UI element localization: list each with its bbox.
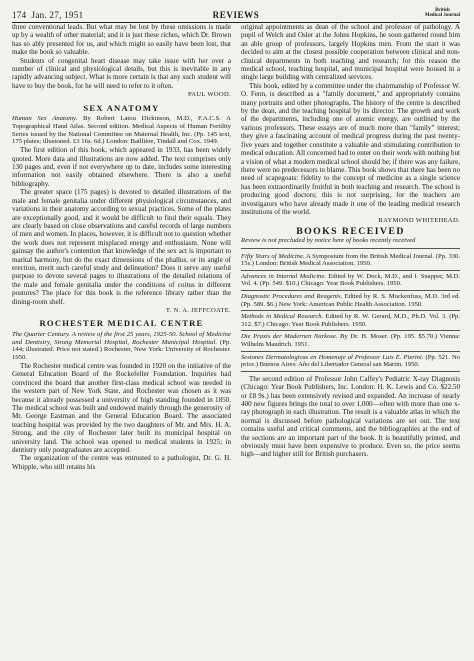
book-title: Advances in Internal Medicine. — [241, 272, 326, 280]
book-details: A Symposium from the British Medical Journal. (Pp. 330. 15s.) London: British Medical Association. 1950. — [241, 252, 460, 268]
book-entry — [241, 251, 460, 271]
book-citation — [12, 331, 231, 362]
page-number: 174 — [12, 10, 27, 20]
review-title: SEX ANATOMY — [83, 102, 160, 113]
book-entry — [241, 331, 460, 351]
book-title: Die Praxis der Modernen Narkose. — [241, 333, 338, 341]
books-received-heading: BOOKS RECEIVED — [296, 225, 405, 237]
paragraph: This book, edited by a committee under the chairmanship of Professor W. O. Fenn, is described as a "family document," and appropriately contains many portraits and other photographs. The history of the centre is described by the dean, and the teaching hospital by its director. The growth and work of the departments, including one of atomic energy, are outlined by the various professors. These essays are of much more than "family" interest; they give a fascinating account of medical progress during the past twenty-five years and together constitute a valuable and stimulating contribution to medical education. All concerned had to enter on their work with nothing but a vision of what a modern medical school should be; if there was any failure, there were no predecessors to blame. This book shows that there has been no need of scapegoats: fidelity to the concept of medicine as a single science has been extraordinarily fruitful in both teaching and research. The school is producing good doctors; this is not surprising, for the teachers are investigators who have already made it one of the leading medical research institutions of the world. — [241, 81, 460, 216]
book-entry — [241, 271, 460, 291]
section-heading: REVIEWS — [212, 10, 260, 20]
book-title: The Quarter Century. A review of the first 25 years, 1925-50. School of Medicine and Dentistry, Strong Memorial Hospital, Rochester Municipal Hospital. — [12, 330, 231, 346]
paragraph: The second edition of Professor John Caffey's Pediatric X-ray Diagnosis (Chicago: Year Book Publishers, Inc. London: H. K. Lewis and Co. $22.50 or £8 9s.) has been extensively revised and expanded. An increase of nearly 400 new figures brings the total to over 1,000—often with more than one x-ray photograph in each illustration. The result is a valuable atlas in which the normal is discussed before pathological variations are set out. The text contains useful and critical comments, and the bibliographies at the end of the sections are an important part of the book. It is beautifully printed, and obviously must have been expensive to produce. Even so, the price seems high—and higher still for British purchasers. — [241, 374, 460, 459]
right-column — [241, 23, 460, 657]
page-header — [12, 8, 460, 23]
reviewer-signature: RAYMOND WHITEHEAD. — [378, 217, 460, 225]
books-received-note: Review is not precluded by notice here of books recently received — [241, 237, 416, 245]
paragraph: The greater space (175 pages) is devoted to detailed illustrations of the male and female genitalia under different physiological circumstances, and variations in their anatomy according to sexual practices. Some of the plates are exceptionally good, and it would be difficult to find their equals. They are clearly based on close observations and careful records of large numbers of men and women. In places, however, it is difficult not to question whether the work does not represent misplaced energy and enthusiasm. None will gainsay the author's contention that knowledge of the sex act is important to marital harmony, but do the exact dimensions of the phallus, or its angle of erection, merit such careful study and delineation? Does it serve any useful purpose to devote several pages to illustrations of the detailed relations of the male and female genitalia under the conditions of coitus in different postures? The place for this book is the reference library rather than the dining-room shelf. — [12, 188, 231, 306]
book-entry — [241, 291, 460, 311]
book-details: (Pp. 521. No price.) Buenos Aires: Año del Libertador General san Martin. 1950. — [241, 353, 460, 369]
book-title: Diagnostic Procedures and Reagents. — [241, 292, 343, 300]
book-entry — [241, 311, 460, 331]
book-title: Fifty Years of Medicine. — [241, 252, 305, 260]
book-title: Sesiones Dermatologicas en Homenaje al Professor Luis E. Pierini. — [241, 353, 424, 361]
citation-details: (Pp. 144; illustrated. Price not stated.) Rochester, New York: University of Rochester. 1950. — [12, 338, 231, 362]
issue-date: Jan. 27, 1951 — [31, 10, 84, 20]
paragraph: The organization of the centre was entrusted to a pathologist, Dr. G. H. Whipple, who still retains his — [12, 454, 231, 471]
review-title: ROCHESTER MEDICAL CENTRE — [39, 318, 204, 329]
book-details: Edited by R. W. Gerard, M.D., Ph.D. Vol. 3. (Pp. 312. $7.) Chicago: Year Book Publishers. 1950. — [241, 313, 460, 328]
book-details: By Dr. H. Moser. (Pp. 195. $5.70.) Vienna: Wilhelm Maudrich. 1951. — [241, 333, 460, 348]
citation-details: By Robert Latou Dickinson, M.D., F.A.C.S. A Topographical Hand Atlas. Second edition. Medical Aspects of Human Fertility Series issued by the National Committee on Maternal Health, Inc. (Pp. 145 text, 175 plates; illustrated. £3 16s. 6d.) London: Baillière, Tindall and Cox. 1949. — [12, 115, 231, 146]
book-details: Edited by W. Dock, M.D., and I. Snapper, M.D. Vol. 4. (Pp. 549. $10.) Chicago: Year Book Publishers. 1950. — [241, 272, 460, 288]
paragraph: Students of congenital heart disease may take issue with her over a number of clinical and physiological details, but this is inevitable in any rapidly advancing subject. What is more certain is that any such student will have to buy the book, for he will need to refer to it often. — [12, 56, 231, 90]
book-title: Human Sex Anatomy. — [12, 115, 78, 123]
reviewer-signature: PAUL WOOD. — [187, 91, 231, 99]
book-citation — [12, 115, 231, 146]
book-title: Methods in Medical Research. — [241, 313, 324, 321]
paragraph: three conventional leads. But what may be lost by these omissions is made up by a wealth of other material; and it is just these riches, which Dr. Brown has so ably presented for us, and which might so easily have been lost, that make the book so valuable. — [12, 23, 231, 57]
paragraph: The first edition of this book, which appeared in 1933, has been widely quoted. More data and illustrations are now added. The text comprises only 130 pages and, even if not everywhere up to date, includes some interesting information not easily obtained elsewhere. There is also a useful bibliography. — [12, 146, 231, 188]
journal-name: British Medical Journal — [424, 8, 460, 18]
paragraph: The Rochester medical centre was founded in 1920 on the initiative of the General Education Board of the Rockefeller Foundation. Inquiries had convinced the board that another first-class medical school was needed in the western part of New York State, and Rochester was chosen as it was because it already possessed a university of high standing founded in 1850. The medical school was built and endowed mainly through the generosity of Mr. George Eastman and the General Education Board. The associated teaching hospital was provided by the two daughters of Mr. and Mrs. H. A. Strong, and the city of Rochester later built its municipal hospital on university land. The school was opened to medical students in 1925; in dentistry only postgraduates are accepted. — [12, 361, 231, 455]
paragraph: original appointments as dean of the school and professor of pathology. A pupil of Welch and Osler at the Johns Hopkins, he soon gathered round him an able group of professors, largely Hopkins men. From the start it was decided to aim at the closest possible cooperation between clinical and non-clinical departments in both teaching and research; for this reason the medical school, teaching hospital, and municipal hospital were housed in a single large building with centralized services. — [241, 23, 460, 82]
book-details: Edited by R. S. Muckenfuss, M.D. 3rd ed. (Pp. 589. $6.) New York: American Public Health Association. 1950. — [241, 292, 460, 308]
reviewer-signature: T. N. A. JEFFCOATE. — [165, 306, 231, 314]
book-entry — [241, 352, 460, 372]
left-column — [12, 23, 231, 657]
divider — [241, 248, 460, 249]
